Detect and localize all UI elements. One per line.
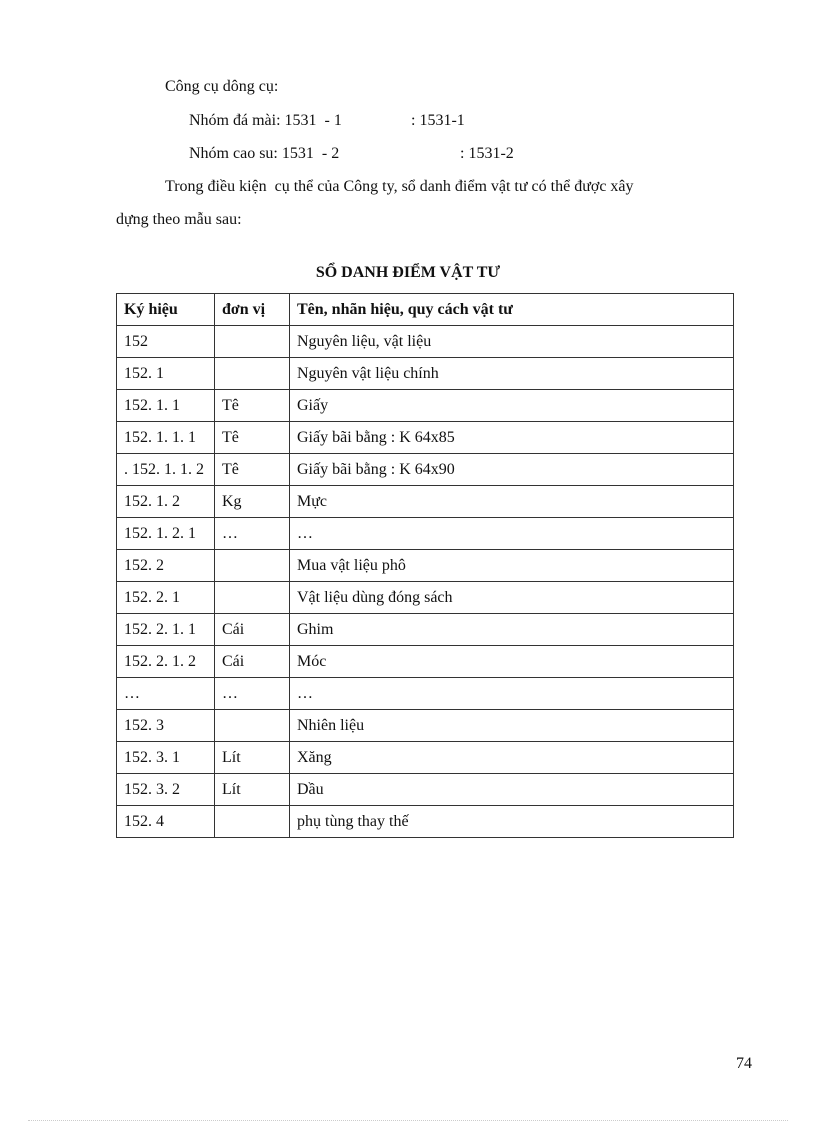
cell-symbol: … <box>117 678 215 710</box>
cell-unit: … <box>215 518 290 550</box>
cell-symbol: 152 <box>117 326 215 358</box>
cell-unit: Tê <box>215 454 290 486</box>
cell-name: Vật liệu dùng đóng sách <box>290 582 734 614</box>
cell-name: … <box>290 678 734 710</box>
cell-unit: Tê <box>215 390 290 422</box>
group2-code: : 1531-2 <box>460 145 514 162</box>
cell-symbol: 152. 3 <box>117 710 215 742</box>
cell-unit: Cái <box>215 646 290 678</box>
group1-label: Nhóm đá mài: 1531 - 1 <box>189 112 342 129</box>
cell-unit <box>215 582 290 614</box>
cell-name: Giấy <box>290 390 734 422</box>
cell-name: Dầu <box>290 774 734 806</box>
cell-symbol: 152. 2. 1. 2 <box>117 646 215 678</box>
cell-unit <box>215 806 290 838</box>
intro-line: Công cụ dông cụ: <box>165 78 279 95</box>
cell-name: Nguyên vật liệu chính <box>290 358 734 390</box>
table-title: SỔ DANH ĐIỂM VẬT TƯ <box>315 264 501 281</box>
cell-name: Mực <box>290 486 734 518</box>
table-row <box>117 422 734 454</box>
cell-unit: … <box>215 678 290 710</box>
cell-unit: Kg <box>215 486 290 518</box>
table-row <box>117 646 734 678</box>
cell-unit: Lít <box>215 774 290 806</box>
cell-name: Nguyên liệu, vật liệu <box>290 326 734 358</box>
cell-unit <box>215 358 290 390</box>
table-row <box>117 774 734 806</box>
cell-symbol: 152. 1. 2 <box>117 486 215 518</box>
cell-name: Giấy bãi bằng : K 64x85 <box>290 422 734 454</box>
table-body <box>117 326 734 838</box>
cell-symbol: 152. 2 <box>117 550 215 582</box>
cell-unit: Cái <box>215 614 290 646</box>
cell-symbol: 152. 1. 1. 1 <box>117 422 215 454</box>
table-row <box>117 358 734 390</box>
table-row <box>117 518 734 550</box>
cell-name: … <box>290 518 734 550</box>
cell-unit: Tê <box>215 422 290 454</box>
cell-unit <box>215 550 290 582</box>
table-row <box>117 678 734 710</box>
cell-unit: Lít <box>215 742 290 774</box>
table-row <box>117 550 734 582</box>
header-symbol: Ký hiệu <box>117 294 215 326</box>
cell-symbol: 152. 3. 2 <box>117 774 215 806</box>
cell-symbol: 152. 2. 1. 1 <box>117 614 215 646</box>
cell-name: Xăng <box>290 742 734 774</box>
header-name: Tên, nhãn hiệu, quy cách vật tư <box>290 294 734 326</box>
paragraph-line-2: dựng theo mẫu sau: <box>116 211 242 228</box>
cell-symbol: 152. 1 <box>117 358 215 390</box>
cell-symbol: 152. 4 <box>117 806 215 838</box>
cell-symbol: 152. 2. 1 <box>117 582 215 614</box>
cell-symbol: 152. 3. 1 <box>117 742 215 774</box>
group2-label: Nhóm cao su: 1531 - 2 <box>189 145 340 162</box>
table-row <box>117 486 734 518</box>
paragraph-line-1: Trong điều kiện cụ thể của Công ty, sổ danh điểm vật tư có thể được xây <box>165 178 634 195</box>
cell-name: phụ tùng thay thế <box>290 806 734 838</box>
header-unit: đơn vị <box>215 294 290 326</box>
cell-symbol: 152. 1. 1 <box>117 390 215 422</box>
cell-unit <box>215 326 290 358</box>
cell-name: Giấy bãi bằng : K 64x90 <box>290 454 734 486</box>
cell-name: Mua vật liệu phô <box>290 550 734 582</box>
table-row <box>117 742 734 774</box>
table-row <box>117 710 734 742</box>
cell-symbol: . 152. 1. 1. 2 <box>117 454 215 486</box>
table-row <box>117 454 734 486</box>
cell-name: Móc <box>290 646 734 678</box>
cell-unit <box>215 710 290 742</box>
table-row <box>117 582 734 614</box>
page-bottom-divider <box>28 1120 788 1121</box>
cell-name: Nhiên liệu <box>290 710 734 742</box>
table-row <box>117 326 734 358</box>
material-catalog-table <box>116 293 734 838</box>
table-header-row <box>117 294 734 326</box>
page-number: 74 <box>736 1055 752 1072</box>
cell-symbol: 152. 1. 2. 1 <box>117 518 215 550</box>
table-row <box>117 390 734 422</box>
cell-name: Ghim <box>290 614 734 646</box>
group1-code: : 1531-1 <box>411 112 465 129</box>
table-row <box>117 806 734 838</box>
table-row <box>117 614 734 646</box>
